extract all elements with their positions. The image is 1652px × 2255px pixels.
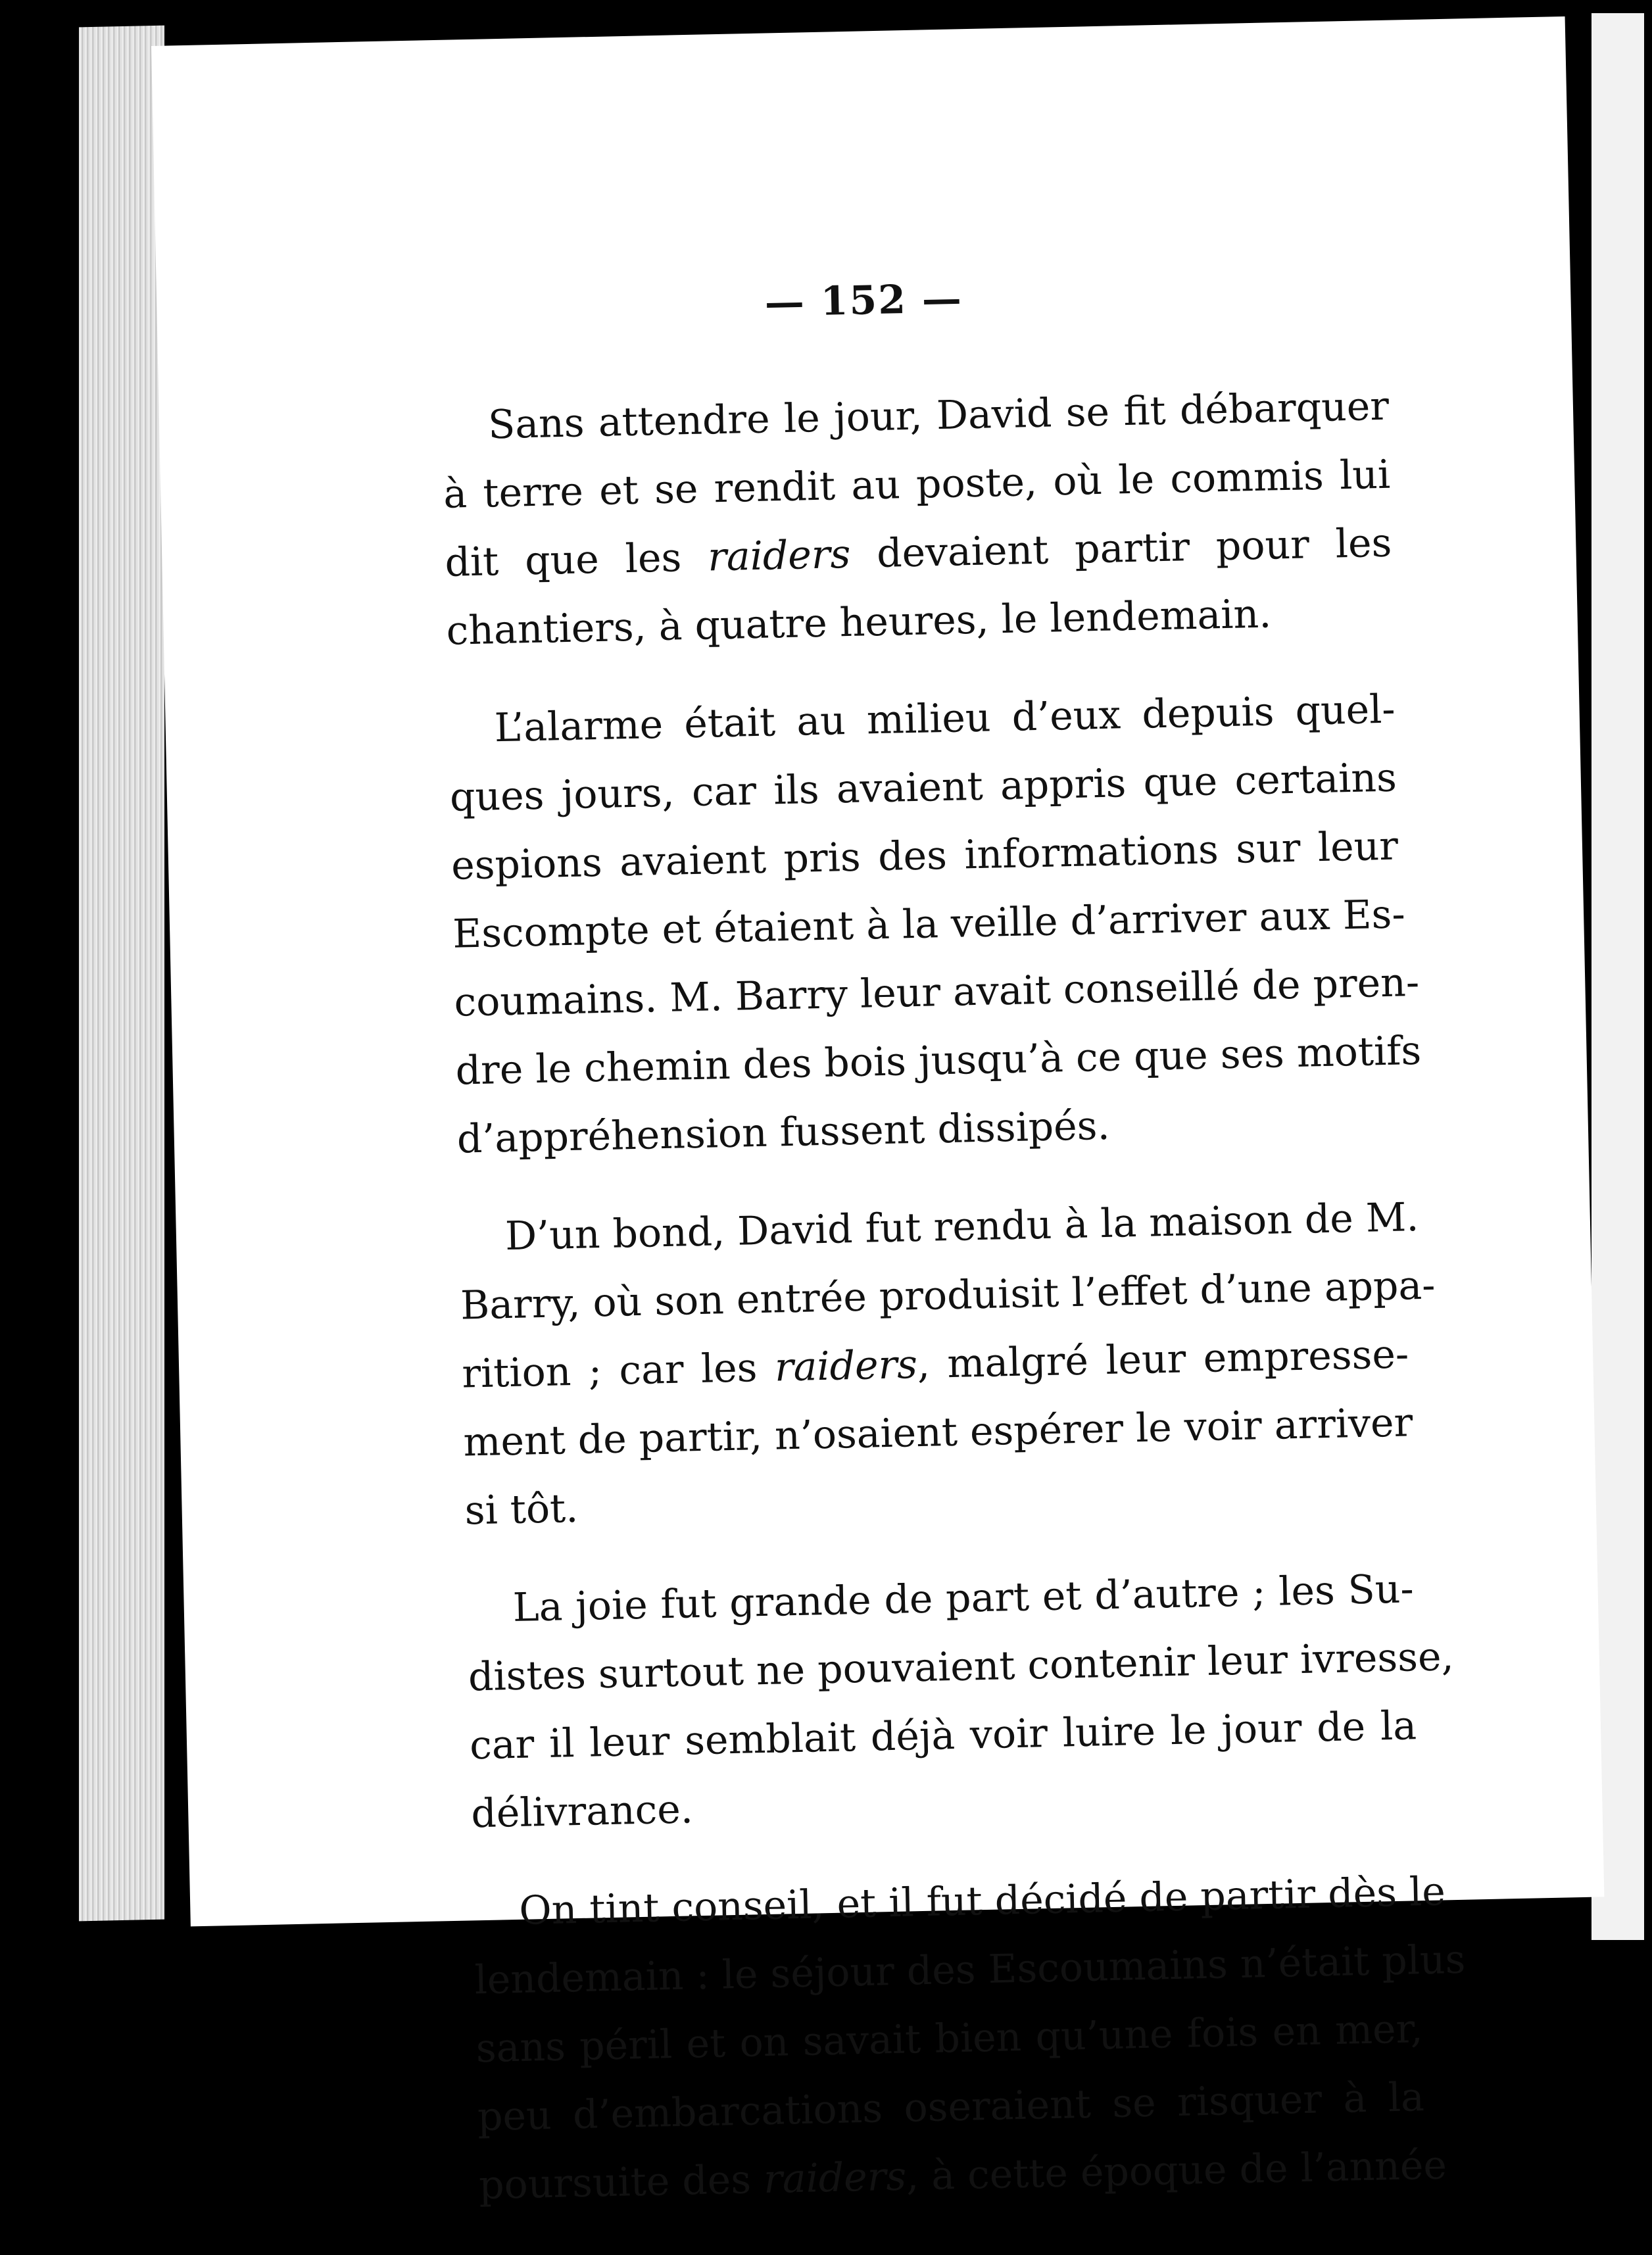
text-run: Escompte et étaient à la veille d’arriver aux Es- xyxy=(452,891,1406,958)
text-run: si tôt. xyxy=(464,1485,579,1534)
text-run: d’appréhension fussent dissipés. xyxy=(456,1102,1111,1163)
paragraph xyxy=(448,675,1422,1174)
text-run: distes surtout ne pouvaient contenir leur ivresse, xyxy=(468,1634,1455,1701)
text-run: devaient partir pour les xyxy=(850,520,1392,577)
text-run: , malgré leur empresse- xyxy=(917,1331,1409,1388)
text-run: rition ; car les xyxy=(461,1344,775,1397)
page-number: — 152 — xyxy=(764,276,963,326)
page-text xyxy=(441,372,1467,2250)
paragraph xyxy=(441,372,1394,666)
text-run: à terre et se rendit au poste, où le commis lui xyxy=(443,451,1391,518)
text-run: dit que les xyxy=(444,534,708,586)
text-run: poursuite des xyxy=(478,2156,764,2209)
text-run: chantiers, à quatre heures, le lendemain. xyxy=(445,591,1272,654)
text-run: peu d’embarcations oseraient se risquer à la xyxy=(477,2074,1425,2141)
text-run: sans péril et on savait bien qu’une fois en mer, xyxy=(475,2006,1424,2072)
text-run: dre le chemin des bois jusqu’à ce que ses motifs xyxy=(455,1027,1422,1094)
paragraph xyxy=(458,1183,1436,1545)
text-run: ment de partir, n’osaient espérer le voir arriver xyxy=(462,1399,1413,1466)
neighbor-page-edge xyxy=(1591,13,1644,1940)
text-run: car il leur semblait déjà voir luire le jour de la xyxy=(469,1703,1417,1769)
text-run: lendemain : le séjour des Escoumains n’était plus xyxy=(474,1936,1467,2004)
text-run: , à cette époque de l’année xyxy=(906,2142,1447,2200)
text-run: ques jours, car ils avaient appris que certains xyxy=(449,754,1397,821)
italic-term: raiders xyxy=(707,531,851,581)
text-run: délivrance. xyxy=(470,1786,694,1837)
text-run: On tint conseil, et il fut décidé de partir dès le xyxy=(518,1868,1446,1934)
text-run: L’alarme était au milieu d’eux depuis quel- xyxy=(494,686,1396,752)
paragraph xyxy=(472,1858,1467,2219)
text-run: coumains. M. Barry leur avait conseillé de pren- xyxy=(453,959,1420,1026)
text-run: D’un bond, David fut rendu à la maison de M. xyxy=(504,1194,1420,1260)
paragraph xyxy=(466,1555,1455,1848)
page-edges xyxy=(79,26,164,1922)
text-run: espions avaient pris des informations sur leur xyxy=(450,823,1399,889)
text-run: Barry, où son entrée produisit l’effet d’une appa- xyxy=(460,1262,1436,1329)
text-run: La joie fut grande de part et d’autre ; les Su- xyxy=(512,1566,1415,1631)
text-run: Sans attendre le jour, David se fit débarquer xyxy=(487,383,1390,449)
italic-term: raiders xyxy=(763,2153,907,2203)
book-page xyxy=(151,16,1604,2209)
italic-term: raiders xyxy=(774,1342,918,1391)
